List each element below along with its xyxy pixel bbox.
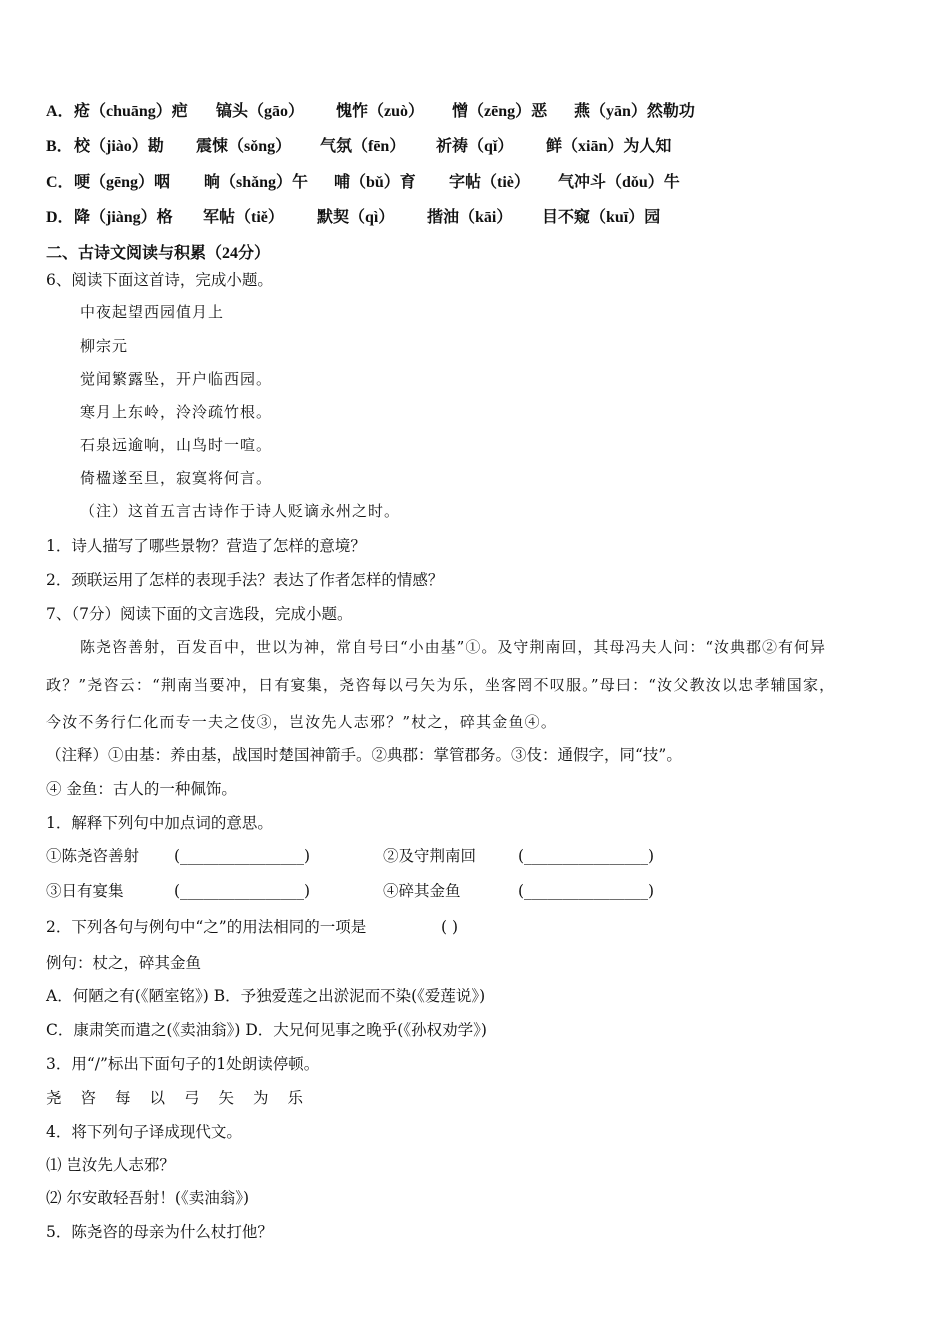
subquestion-2-row xyxy=(46,917,746,937)
option-item: 祈祷（qǐ） xyxy=(436,138,514,155)
answer-blank[interactable]: (________________) xyxy=(174,882,311,900)
question-6-1: 1．诗人描写了哪些景物？营造了怎样的意境？ xyxy=(46,537,366,555)
subquestion-4-title: 4．将下列句子译成现代文。 xyxy=(46,1123,242,1141)
blank-row xyxy=(46,881,746,901)
subquestion-5-title: 5．陈尧咨的母亲为什么杖打他？ xyxy=(46,1223,273,1241)
option-row-b xyxy=(46,137,906,157)
option-item: 燕（yān）然勒功 xyxy=(574,103,695,120)
option-item: 军帖（tiě） xyxy=(203,209,284,226)
option-item: 揩油（kāi） xyxy=(427,209,513,226)
subquestion-4-item: ⑴ 岂汝先人志邪？ xyxy=(46,1156,175,1174)
option-item: 晌（shǎng）午 xyxy=(204,174,309,191)
option-item: 校（jiào）勘 xyxy=(74,138,164,155)
option-item: 降（jiàng）格 xyxy=(74,209,173,226)
option-item: 愧怍（zuò） xyxy=(336,103,425,120)
option-item: 默契（qì） xyxy=(317,209,395,226)
option-item: 鲜（xiān）为人知 xyxy=(546,138,672,155)
passage-notes: ④ 金鱼：古人的一种佩饰。 xyxy=(46,780,237,798)
answer-blank[interactable]: (________________) xyxy=(518,882,655,900)
option-item: 哽（gēng）咽 xyxy=(74,174,171,191)
subquestion-2-options: C．康肃笑而遣之(《卖油翁》) D．大兄何见事之晚乎(《孙权劝学》) xyxy=(46,1021,487,1039)
passage-line: 今汝不务行仁化而专一夫之伎③，岂汝先人志邪？”杖之，碎其金鱼④。 xyxy=(46,713,558,731)
subquestion-1-title: 1．解释下列句中加点词的意思。 xyxy=(46,814,273,832)
option-label: B． xyxy=(46,138,73,155)
blank-item-text: ①陈尧咨善射 xyxy=(46,847,140,865)
answer-blank[interactable]: (________________) xyxy=(174,847,311,865)
option-item: 憎（zēng）恶 xyxy=(452,103,548,120)
poem-note: （注）这首五言古诗作于诗人贬谪永州之时。 xyxy=(80,502,401,520)
option-item: 气氛（fēn） xyxy=(320,138,406,155)
answer-paren[interactable]: ( ) xyxy=(441,918,459,936)
question-6-2: 2．颈联运用了怎样的表现手法？表达了作者怎样的情感？ xyxy=(46,571,444,589)
subquestion-3-title: 3．用“/”标出下面句子的1处朗读停顿。 xyxy=(46,1055,320,1073)
answer-blank[interactable]: (________________) xyxy=(518,847,655,865)
option-item: 镐头（gāo） xyxy=(216,103,305,120)
option-item: 目不窥（kuī）园 xyxy=(542,209,661,226)
option-label: D． xyxy=(46,209,74,226)
question-7-prompt: 7、（7分）阅读下面的文言选段，完成小题。 xyxy=(46,605,353,623)
option-row-d xyxy=(46,208,906,228)
subquestion-3-sentence: 尧咨每以弓矢为乐 xyxy=(46,1089,323,1107)
option-item: 疮（chuāng）疤 xyxy=(74,103,188,120)
poem-title: 中夜起望西园值月上 xyxy=(80,303,225,321)
blank-item-text: ②及守荆南回 xyxy=(383,847,477,865)
question-6-prompt: 6、阅读下面这首诗，完成小题。 xyxy=(46,271,273,289)
poem-line: 觉闻繁露坠，开户临西园。 xyxy=(80,370,273,388)
blank-item-text: ③日有宴集 xyxy=(46,882,124,900)
option-item: 字帖（tiè） xyxy=(449,174,530,191)
option-row-a xyxy=(46,102,906,122)
poem-line: 寒月上东岭，泠泠疏竹根。 xyxy=(80,403,273,421)
passage-line: 政？”尧咨云：“荆南当要冲，日有宴集，尧咨每以弓矢为乐，坐客罔不叹服。”母曰：“汝父教汝以忠孝辅国家， xyxy=(46,676,836,694)
passage-notes: （注释）①由基：养由基，战国时楚国神箭手。②典郡：掌管郡务。③伎：通假字，同“技”。 xyxy=(46,746,682,764)
option-label: C． xyxy=(46,174,74,191)
blank-row xyxy=(46,846,746,866)
poem-author: 柳宗元 xyxy=(80,337,129,355)
section-heading: 二、古诗文阅读与积累（24分） xyxy=(46,245,271,262)
subquestion-2-title: 2．下列各句与例句中“之”的用法相同的一项是 xyxy=(46,918,367,936)
option-item: 震悚（sǒng） xyxy=(196,138,292,155)
poem-line: 倚楹遂至旦，寂寞将何言。 xyxy=(80,469,273,487)
option-item: 哺（bǔ）育 xyxy=(334,174,416,191)
subquestion-4-item: ⑵ 尔安敢轻吾射！(《卖油翁》) xyxy=(46,1189,250,1207)
option-item: 气冲斗（dǒu）牛 xyxy=(558,174,680,191)
subquestion-2-example: 例句：杖之，碎其金鱼 xyxy=(46,954,202,972)
subquestion-2-options: A．何陋之有(《陋室铭》) B．予独爱莲之出淤泥而不染(《爱莲说》) xyxy=(46,987,486,1005)
poem-line: 石泉远逾响，山鸟时一喧。 xyxy=(80,436,273,454)
option-label: A． xyxy=(46,103,74,120)
passage-line: 陈尧咨善射，百发百中，世以为神，常自号曰“小由基”①。及守荆南回，其母冯夫人问：“汝典郡②有何异 xyxy=(80,638,827,656)
option-row-c xyxy=(46,173,906,193)
blank-item-text: ④碎其金鱼 xyxy=(383,882,461,900)
